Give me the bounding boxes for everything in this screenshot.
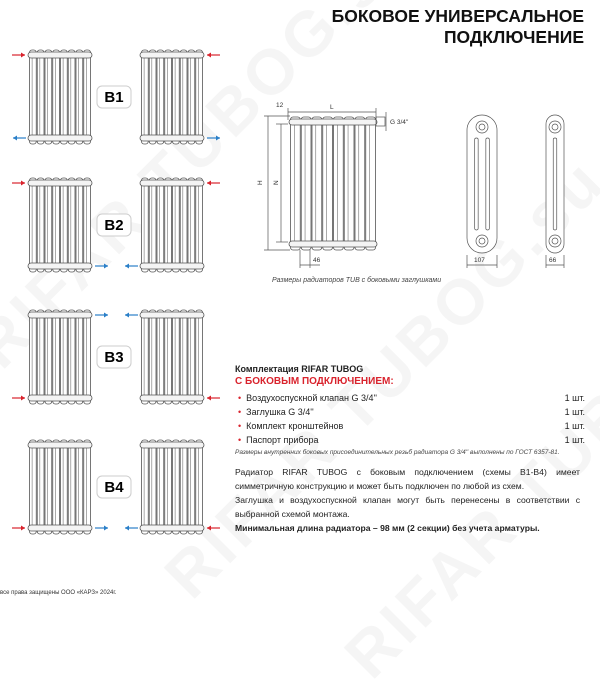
kit-item-label: Комплект кронштейнов xyxy=(246,421,344,431)
arrow-right-icon xyxy=(207,136,220,141)
radiator-icon xyxy=(140,310,204,404)
radiator-icon xyxy=(140,50,204,144)
drawing-caption: Размеры радиаторов TUB с боковыми заглушками xyxy=(272,277,442,284)
kit-item-label: Паспорт прибора xyxy=(246,435,319,445)
dim-length: L xyxy=(330,104,334,111)
kit-item xyxy=(235,419,585,433)
description-paragraph: Радиатор RIFAR TUBOG с боковым подключением (схемы B1-B4) имеет симметричную конструкцию и может быть подключен по любой из схем. xyxy=(235,467,580,491)
scheme-b3 xyxy=(12,310,220,404)
kit-note: Размеры внутренних боковых присоединительных резьб радиатора G 3/4'' выполнены по ГОСТ 6357-81. xyxy=(235,449,560,456)
kit-item-name xyxy=(238,407,314,417)
radiator-icon xyxy=(140,440,204,534)
copyright: все права защищены ООО «КАРЗ» 2024г. xyxy=(0,590,117,596)
arrow-right-icon xyxy=(95,526,108,531)
kit-item-name xyxy=(238,393,377,403)
kit-subheading: С БОКОВЫМ ПОДКЛЮЧЕНИЕМ: xyxy=(235,376,394,387)
radiator-front-view xyxy=(289,117,377,250)
dim-height: H xyxy=(257,180,264,185)
description-paragraph: Заглушка и воздухоспускной клапан могут быть перенесены в соответствии с выбранной схемой монтажа. xyxy=(235,495,580,519)
dim-pitch: 46 xyxy=(313,257,321,264)
arrow-left-icon xyxy=(125,264,138,269)
kit-item xyxy=(235,433,585,447)
radiator-icon xyxy=(28,178,92,272)
scheme-label: B4 xyxy=(104,479,124,496)
radiator-side-view-3-column xyxy=(467,115,497,253)
kit-item-qty: 1 шт. xyxy=(564,421,585,431)
bullet-icon: • xyxy=(238,407,242,417)
arrow-right-icon xyxy=(12,526,25,531)
dimension-drawing xyxy=(264,108,564,268)
dim-depth-2: 66 xyxy=(549,257,557,264)
arrow-left-icon xyxy=(207,181,220,186)
bullet-icon: • xyxy=(238,421,242,431)
dim-depth-3: 107 xyxy=(474,257,485,264)
arrow-left-icon xyxy=(207,53,220,58)
arrow-right-icon xyxy=(12,181,25,186)
arrow-left-icon xyxy=(207,396,220,401)
scheme-b1 xyxy=(12,50,220,144)
kit-item xyxy=(235,405,585,419)
description xyxy=(235,465,580,535)
kit-item-name xyxy=(238,421,343,431)
scheme-b4 xyxy=(12,440,220,534)
arrow-left-icon xyxy=(207,526,220,531)
title-line-1: БОКОВОЕ УНИВЕРСАЛЬНОЕ xyxy=(331,6,584,26)
dim-center: N xyxy=(273,180,280,185)
radiator-icon xyxy=(28,440,92,534)
kit-item-qty: 1 шт. xyxy=(564,435,585,445)
bullet-icon: • xyxy=(238,393,242,403)
kit-list xyxy=(235,391,585,447)
kit-section xyxy=(235,364,585,456)
radiator-icon xyxy=(28,310,92,404)
kit-item-name xyxy=(238,435,319,445)
radiator-icon xyxy=(289,117,377,250)
kit-item-label: Заглушка G 3/4'' xyxy=(246,407,314,417)
dim-thread: G 3/4'' xyxy=(390,119,409,126)
arrow-left-icon xyxy=(13,136,26,141)
description-min-length: Минимальная длина радиатора – 98 мм (2 секции) без учета арматуры. xyxy=(235,523,540,533)
radiator-side-view-2-column xyxy=(546,115,564,253)
scheme-b2 xyxy=(12,178,220,272)
arrow-right-icon xyxy=(12,396,25,401)
arrow-right-icon xyxy=(95,264,108,269)
dim-offset: 12 xyxy=(276,102,284,109)
kit-item-label: Воздухоспускной клапан G 3/4'' xyxy=(246,393,377,403)
radiator-icon xyxy=(28,50,92,144)
kit-item-qty: 1 шт. xyxy=(564,393,585,403)
title-line-2: ПОДКЛЮЧЕНИЕ xyxy=(443,27,584,47)
scheme-label: B2 xyxy=(104,217,124,234)
kit-item-qty: 1 шт. xyxy=(564,407,585,417)
arrow-right-icon xyxy=(95,313,108,318)
arrow-left-icon xyxy=(125,526,138,531)
arrow-left-icon xyxy=(125,313,138,318)
kit-heading: Комплектация RIFAR TUBOG xyxy=(235,364,364,374)
connection-schemes xyxy=(12,50,220,534)
bullet-icon: • xyxy=(238,435,242,445)
scheme-label: B3 xyxy=(104,349,124,366)
scheme-label: B1 xyxy=(104,89,124,106)
arrow-right-icon xyxy=(12,53,25,58)
radiator-icon xyxy=(140,178,204,272)
kit-item xyxy=(235,391,585,405)
